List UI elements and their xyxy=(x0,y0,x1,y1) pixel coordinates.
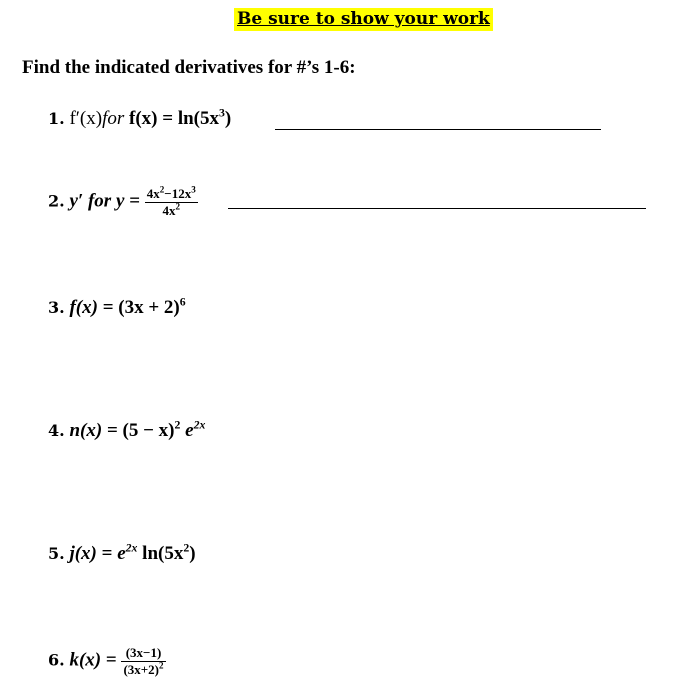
y-equals: y = xyxy=(115,190,140,212)
fraction xyxy=(145,186,198,218)
problem-number: 6. xyxy=(48,650,65,670)
numerator: (3x−1) xyxy=(121,645,165,662)
denominator: $(3x+2)^2$ xyxy=(123,660,164,677)
for-word: for xyxy=(87,190,112,212)
show-work-banner: Be sure to show your work xyxy=(234,8,493,31)
problem-2 xyxy=(48,186,198,218)
problem-6 xyxy=(48,645,166,677)
problem-number: 5. xyxy=(48,544,65,563)
for-word: for xyxy=(102,108,125,129)
problem-number: 3. xyxy=(48,298,65,317)
problem-4 xyxy=(48,420,205,442)
problem-number: 4. xyxy=(48,421,65,440)
instructions-heading: Find the indicated derivatives for #’s 1-6: xyxy=(22,57,356,78)
answer-line-1[interactable] xyxy=(275,129,601,130)
problem-number: 1. xyxy=(48,109,65,128)
function-expression: = $(3x + 2)^6$ xyxy=(102,295,186,318)
function-expression: = $(5 - x)^2$ $e^{2x}$ xyxy=(106,418,206,441)
function-expression: $f(x) = \ln(5x^3)$ xyxy=(129,106,232,129)
function-name: k(x) xyxy=(69,649,102,671)
derivative-notation: y′ xyxy=(69,190,84,212)
derivative-notation: f′(x) xyxy=(69,108,103,129)
function-expression: = $e^{2x}$ $\ln(5x^2)$ xyxy=(101,541,196,564)
problem-3 xyxy=(48,297,186,319)
problem-1 xyxy=(48,108,231,130)
numerator: $4x^2-12x^3$ xyxy=(146,184,196,201)
function-name: j(x) xyxy=(69,543,97,564)
equals-sign: = xyxy=(105,649,117,671)
fraction xyxy=(121,645,165,677)
function-name: n(x) xyxy=(69,420,103,441)
problem-number: 2. xyxy=(48,191,65,211)
denominator: $4x^2$ xyxy=(162,201,181,218)
answer-line-2[interactable] xyxy=(228,208,646,209)
function-name: f(x) xyxy=(69,297,98,318)
problem-5 xyxy=(48,543,196,565)
